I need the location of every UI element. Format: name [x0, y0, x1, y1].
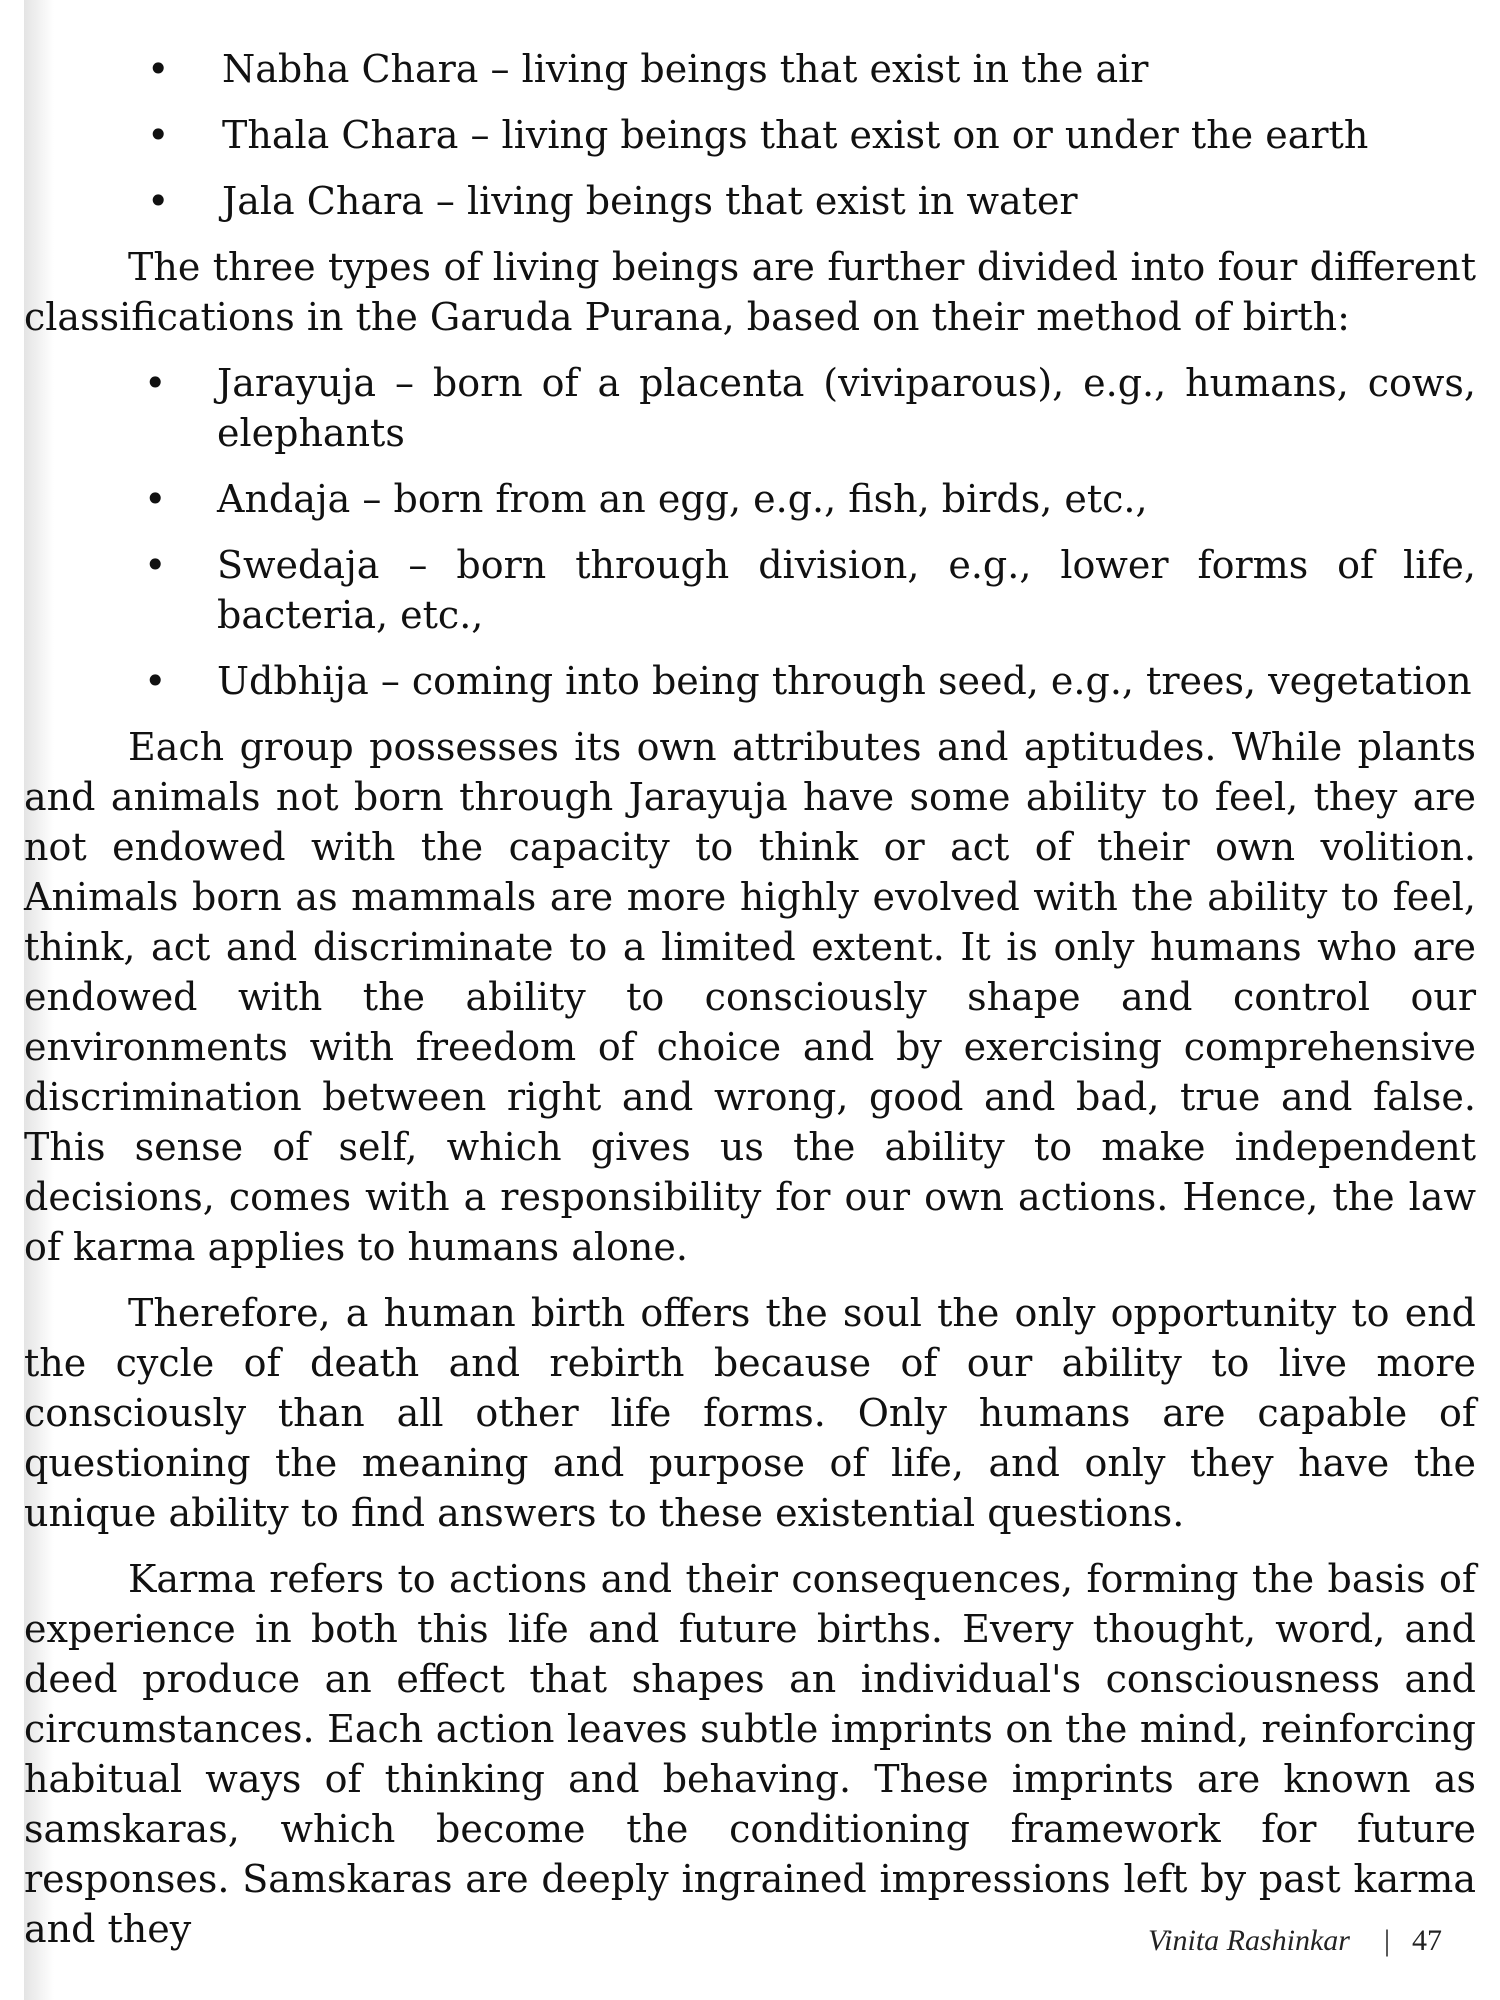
list-item [24, 358, 1476, 458]
bullet-icon: • [147, 47, 170, 91]
bullet-icon: • [147, 113, 170, 157]
paragraph-human-birth: Therefore, a human birth offers the soul the only opportunity to end the cycle of death and rebirth because of our ability to live more consciously than all other life forms. Only humans are capable of questioning the meaning and purpose of life, and only they have the unique ability to find answers to these existential questions. [24, 1291, 1476, 1535]
book-page [24, 0, 1476, 2000]
birth-method-list [24, 358, 1476, 706]
list-item-text: Thala Chara – living beings that exist on or under the earth [222, 113, 1369, 157]
author-name: Vinita Rashinkar [1148, 1924, 1350, 1957]
bullet-icon: • [144, 659, 167, 703]
paragraph-karma: Karma refers to actions and their consequences, forming the basis of experience in both this life and future births. Every thought, word, and deed produce an effect that shapes an individual's consciousness and circumstances. Each action leaves subtle imprints on the mind, reinforcing habitual ways of thinking and behaving. These imprints are known as samskaras, which become the conditioning framework for future responses. Samskaras are deeply ingrained impressions left by past karma and they [24, 1557, 1476, 1951]
list-item-text: Nabha Chara – living beings that exist in the air [222, 47, 1149, 91]
list-item-text: Jarayuja – born of a placenta (viviparous), e.g., humans, cows, elephants [217, 361, 1476, 455]
page-number: 47 [1412, 1924, 1442, 1957]
list-item [24, 540, 1476, 640]
list-item-text: Andaja – born from an egg, e.g., fish, birds, etc., [217, 477, 1148, 521]
list-item [24, 656, 1476, 706]
list-item [24, 44, 1476, 94]
list-item [24, 474, 1476, 524]
footer-separator: | [1383, 1924, 1390, 1957]
paragraph-attributes: Each group possesses its own attributes and aptitudes. While plants and animals not born through Jarayuja have some ability to feel, they are not endowed with the capacity to think or act of their own volition. Animals born as mammals are more highly evolved with the ability to feel, think, act and discriminate to a limited extent. It is only humans who are endowed with the ability to consciously shape and control our environments with freedom of choice and by exercising comprehensive discrimination between right and wrong, good and bad, true and false. This sense of self, which gives us the ability to make independent decisions, comes with a responsibility for our own actions. Hence, the law of karma applies to humans alone. [24, 725, 1476, 1269]
habitat-list [24, 44, 1476, 226]
list-item-text: Swedaja – born through division, e.g., lower forms of life, bacteria, etc., [217, 543, 1476, 637]
bullet-icon: • [144, 477, 167, 521]
paragraph-classifications: The three types of living beings are further divided into four different classifications in the Garuda Purana, based on their method of birth: [24, 245, 1476, 339]
bullet-icon: • [144, 361, 167, 405]
page-body [24, 44, 1476, 1970]
page-footer [1148, 1924, 1442, 1958]
list-item-text: Udbhija – coming into being through seed, e.g., trees, vegetation [217, 659, 1472, 703]
list-item [24, 176, 1476, 226]
bullet-icon: • [147, 179, 170, 223]
list-item-text: Jala Chara – living beings that exist in water [222, 179, 1078, 223]
list-item [24, 110, 1476, 160]
bullet-icon: • [144, 543, 167, 587]
